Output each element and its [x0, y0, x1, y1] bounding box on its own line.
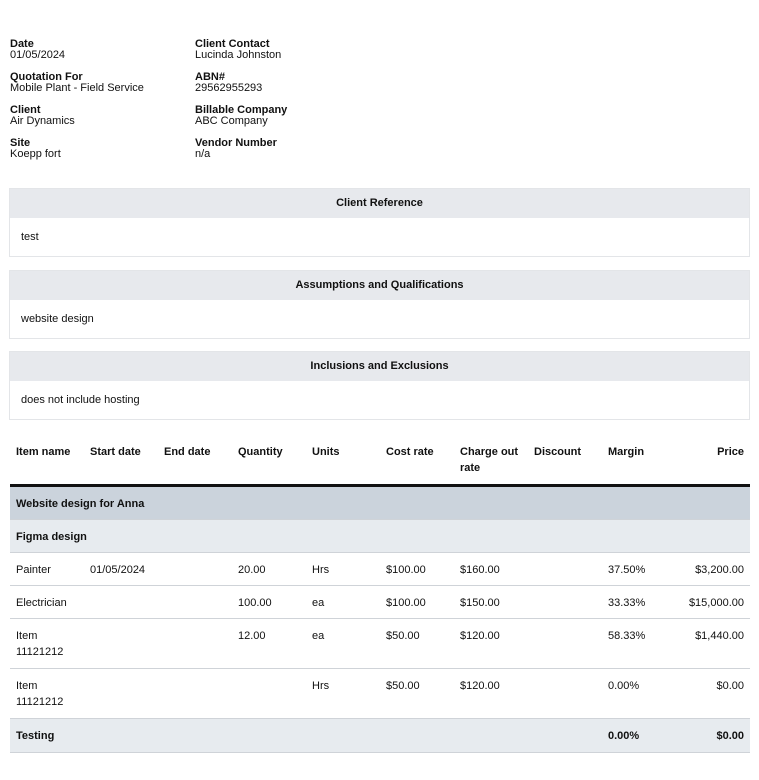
header-quantity: Quantity: [232, 440, 306, 486]
quantity-cell: 12.00: [232, 619, 306, 669]
client-reference-body: test: [21, 231, 39, 243]
units-cell: Hrs: [306, 553, 380, 586]
margin-cell: 33.33%: [602, 586, 676, 619]
total-margin: 0.00%: [602, 719, 676, 753]
cost-rate-cell: $50.00: [380, 669, 454, 719]
item-name-cell: Item 11121212: [10, 669, 84, 719]
vendor-number-value: n/a: [195, 148, 211, 160]
group-name: Website design for Anna: [10, 486, 750, 520]
price-cell: $15,000.00: [676, 586, 750, 619]
units-cell: ea: [306, 586, 380, 619]
price-cell: $1,440.00: [676, 619, 750, 669]
discount-cell: [528, 553, 602, 586]
site-field: [10, 138, 195, 171]
total-price: $0.00: [676, 719, 750, 753]
price-cell: $0.00: [676, 669, 750, 719]
header-price: Price: [676, 440, 750, 486]
abn-label: ABN#: [195, 71, 225, 83]
cost-rate-cell: $100.00: [380, 553, 454, 586]
inclusions-section: [9, 351, 750, 420]
abn-value: 29562955293: [195, 82, 263, 94]
quotation-for-label: Quotation For: [10, 71, 83, 83]
margin-cell: 58.33%: [602, 619, 676, 669]
units-cell: Hrs: [306, 669, 380, 719]
client-field: [10, 105, 195, 138]
quantity-cell: [232, 669, 306, 719]
discount-cell: [528, 586, 602, 619]
start-date-cell: [84, 669, 158, 719]
details-row-3: [10, 105, 410, 138]
vendor-number-field: [195, 138, 380, 171]
start-date-cell: [84, 586, 158, 619]
group-row: [10, 486, 750, 520]
start-date-cell: [84, 619, 158, 669]
details-row-2: [10, 72, 410, 105]
subgroup-row: [10, 520, 750, 553]
billable-company-field: [195, 105, 380, 138]
table-row: [10, 586, 750, 619]
header-discount: Discount: [528, 440, 602, 486]
end-date-cell: [158, 669, 232, 719]
client-contact-label: Client Contact: [195, 38, 270, 50]
end-date-cell: [158, 586, 232, 619]
table-row: [10, 669, 750, 719]
client-label: Client: [10, 104, 41, 116]
charge-out-rate-cell: $150.00: [454, 586, 528, 619]
quantity-cell: 20.00: [232, 553, 306, 586]
margin-cell: 0.00%: [602, 669, 676, 719]
abn-field: [195, 72, 380, 105]
client-contact-field: [195, 39, 380, 72]
total-label: Testing: [10, 719, 602, 753]
end-date-cell: [158, 553, 232, 586]
billable-company-label: Billable Company: [195, 104, 288, 116]
item-name-cell: Item 11121212: [10, 619, 84, 669]
start-date-cell: 01/05/2024: [84, 553, 158, 586]
quotation-for-value: Mobile Plant - Field Service: [10, 82, 144, 94]
header-charge-out-rate: Charge out rate: [454, 440, 528, 486]
charge-out-rate-cell: $160.00: [454, 553, 528, 586]
charge-out-rate-cell: $120.00: [454, 669, 528, 719]
assumptions-body: website design: [21, 313, 94, 325]
total-row: [10, 719, 750, 753]
date-field: [10, 39, 195, 72]
cost-rate-cell: $50.00: [380, 619, 454, 669]
client-contact-value: Lucinda Johnston: [195, 49, 282, 61]
details-row-1: [10, 39, 410, 72]
line-items-table: [10, 440, 750, 753]
quote-details: [10, 39, 410, 171]
billable-company-value: ABC Company: [195, 115, 268, 127]
price-cell: $3,200.00: [676, 553, 750, 586]
header-units: Units: [306, 440, 380, 486]
assumptions-section: [9, 270, 750, 339]
date-label: Date: [10, 38, 34, 50]
item-name-cell: Painter: [10, 553, 84, 586]
quantity-cell: 100.00: [232, 586, 306, 619]
header-cost-rate: Cost rate: [380, 440, 454, 486]
table-row: [10, 553, 750, 586]
header-item-name: Item name: [10, 440, 84, 486]
header-start-date: Start date: [84, 440, 158, 486]
cost-rate-cell: $100.00: [380, 586, 454, 619]
charge-out-rate-cell: $120.00: [454, 619, 528, 669]
discount-cell: [528, 619, 602, 669]
inclusions-title: Inclusions and Exclusions: [10, 352, 749, 381]
subgroup-name: Figma design: [10, 520, 750, 553]
quotation-for-field: [10, 72, 195, 105]
date-value: 01/05/2024: [10, 49, 66, 61]
assumptions-title: Assumptions and Qualifications: [10, 271, 749, 300]
units-cell: ea: [306, 619, 380, 669]
details-row-4: [10, 138, 410, 171]
client-reference-title: Client Reference: [10, 189, 749, 218]
header-margin: Margin: [602, 440, 676, 486]
margin-cell: 37.50%: [602, 553, 676, 586]
end-date-cell: [158, 619, 232, 669]
site-value: Koepp fort: [10, 148, 61, 160]
client-value: Air Dynamics: [10, 115, 75, 127]
inclusions-body: does not include hosting: [21, 394, 140, 406]
client-reference-section: [9, 188, 750, 257]
table-header-row: [10, 440, 750, 486]
item-name-cell: Electrician: [10, 586, 84, 619]
header-end-date: End date: [158, 440, 232, 486]
discount-cell: [528, 669, 602, 719]
vendor-number-label: Vendor Number: [195, 137, 277, 149]
site-label: Site: [10, 137, 31, 149]
table-row: [10, 619, 750, 669]
